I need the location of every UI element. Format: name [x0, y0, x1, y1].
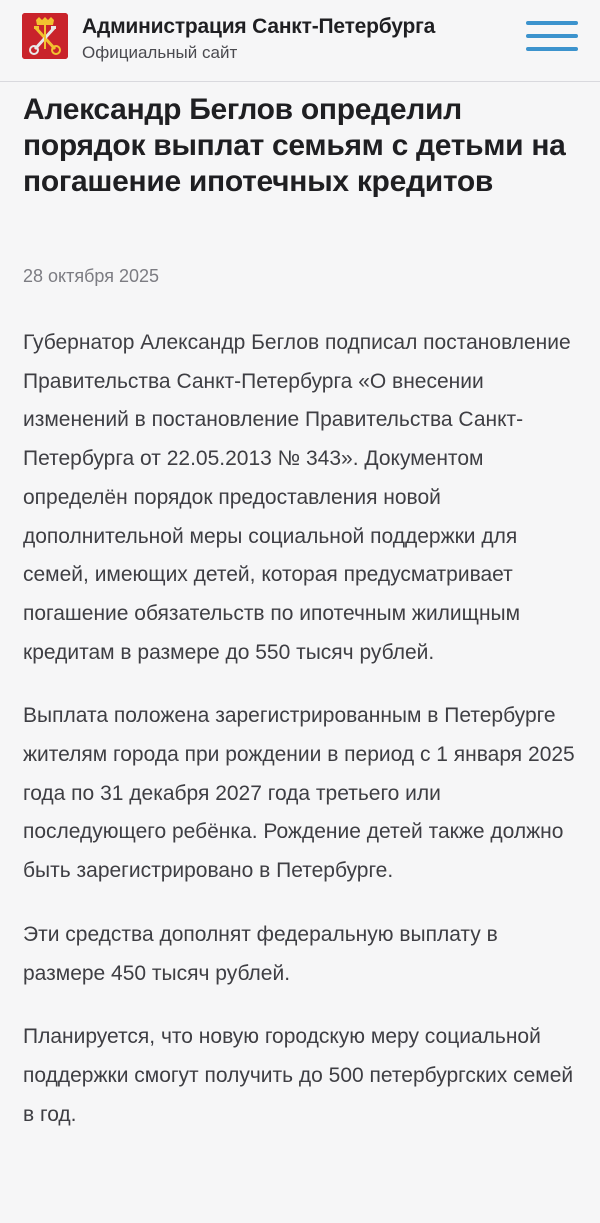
article-paragraph-2: Выплата положена зарегистрированным в Петербурге жителям города при рождении в период с 1 января 2025 года по 31 декабря 2027 года третьего или последующего ребёнка. Рождение детей также должно быть зарегистрировано в Петербурге.	[23, 704, 575, 883]
article-title: Александр Беглов определил порядок выплат семьям с детьми на погашение ипотечных кредитов	[23, 93, 566, 198]
menu-bar	[526, 34, 578, 38]
site-title: Администрация Санкт-Петербурга	[82, 15, 436, 38]
site-brand[interactable]	[82, 14, 492, 63]
article-paragraph-1: Губернатор Александр Беглов подписал постановление Правительства Санкт-Петербурга «О внесении изменений в постановление Правительства Санкт-Петербурга от 22.05.2013 № 343». Документом определён порядок предоставления новой дополнительной меры социальной поддержки для семей, имеющих детей, которая предусматривает погашение обязательств по ипотечным жилищным кредитам в размере до 550 тысяч рублей.	[23, 331, 571, 664]
hamburger-menu-icon[interactable]	[526, 21, 578, 55]
article-paragraph-3: Эти средства дополнят федеральную выплату в размере 450 тысяч рублей.	[23, 922, 498, 985]
news-article	[23, 92, 579, 1159]
publication-date: 28 октября 2025	[23, 266, 160, 286]
spb-coat-of-arms-icon[interactable]	[22, 13, 68, 59]
site-header	[0, 0, 600, 82]
article-paragraph-4: Планируется, что новую городскую меру социальной поддержки смогут получить до 500 петербургских семей в год.	[23, 1025, 574, 1126]
menu-bar	[526, 21, 578, 25]
menu-bar	[526, 47, 578, 51]
site-subtitle: Официальный сайт	[82, 43, 238, 62]
article-body	[23, 324, 579, 1134]
